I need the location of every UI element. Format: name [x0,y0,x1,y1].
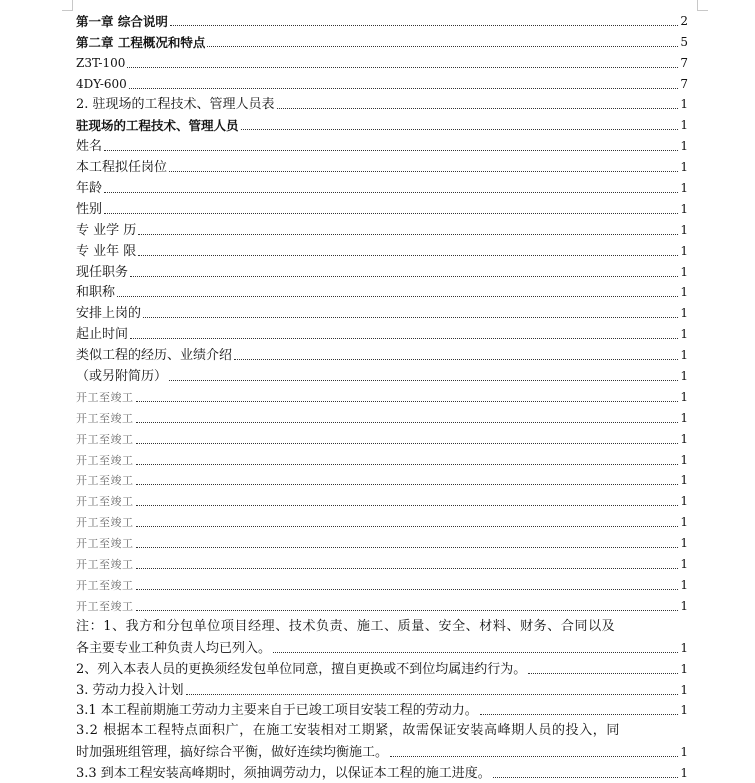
toc-entry-title: 4DY-600 [76,76,127,91]
dot-leader [138,255,678,256]
toc-entry-page: 1 [680,494,688,509]
dot-leader [138,234,678,235]
toc-entry[interactable] [76,73,688,94]
toc-entry-page: 7 [680,76,688,91]
dot-leader [136,526,679,527]
toc-entry-page: 1 [680,703,688,718]
toc-entry-title: 性别 [76,201,103,217]
toc-entry-title: 现任职务 [76,264,129,280]
toc-entry[interactable] [76,52,688,73]
toc-wrapped-line: 3.2 根据本工程特点面积广，在施工安装相对工期紧，故需保证安装高峰期人员的投入，同 [76,723,621,739]
dot-leader [136,464,679,465]
toc-entry-title: 专 业年 限 [76,243,137,259]
toc-entry-title: 开工至竣工 [76,474,134,488]
toc-entry[interactable] [76,658,688,679]
dot-leader [186,694,679,695]
dot-leader [136,443,679,444]
toc-entry-title: 开工至竣工 [76,390,134,404]
toc-entry[interactable] [76,302,688,323]
toc-entry[interactable] [76,574,688,595]
toc-entry[interactable] [76,219,688,240]
dot-leader [130,276,678,277]
toc-entry[interactable] [76,177,688,198]
dot-leader [143,317,678,318]
dot-leader [169,380,678,381]
toc-entry[interactable] [76,261,688,282]
toc-entry-page: 1 [680,745,688,760]
toc-entry-page: 1 [680,766,688,781]
toc-entry-page: 1 [680,389,688,404]
dot-leader [104,150,678,151]
toc-entry[interactable] [76,365,688,386]
toc-wrapped-line: 注：1、我方和分包单位项目经理、技术负责、施工、质量、安全、材料、财务、合同以及 [76,618,616,634]
toc-entry-page: 2 [680,13,688,28]
toc-entry-page: 1 [680,431,688,446]
toc-entry-title: 本工程拟任岗位 [76,160,168,176]
toc-entry[interactable] [76,323,688,344]
toc-entry[interactable] [76,94,688,115]
dot-leader [390,756,678,757]
toc-entry-page: 1 [680,640,688,655]
toc-entry-page: 1 [680,661,688,676]
dot-leader [170,25,679,26]
dot-leader [528,673,678,674]
dot-leader [234,359,678,360]
toc-entry-title: 开工至竣工 [76,411,134,425]
toc-entry[interactable] [76,762,688,783]
toc-entry-page: 1 [680,264,688,279]
dot-leader [207,46,678,47]
toc-entry-title: 开工至竣工 [76,599,134,613]
dot-leader [117,296,678,297]
toc-entry-page: 1 [680,181,688,196]
toc-entry[interactable] [76,344,688,365]
toc-entry[interactable] [76,700,688,721]
toc-entry-title: 2. 驻现场的工程技术、管理人员表 [76,97,275,113]
dot-leader [273,652,678,653]
toc-entry[interactable] [76,31,688,52]
toc-entry-title: 专 业学 历 [76,222,137,238]
toc-entry-page: 1 [680,327,688,342]
toc-entry[interactable] [76,553,688,574]
toc-entry-page: 5 [680,34,688,49]
page-corner-mark-right [697,0,708,11]
page-corner-mark-left [62,0,73,11]
toc-entry-title: 开工至竣工 [76,578,134,592]
dot-leader [136,484,679,485]
table-of-contents [76,10,688,783]
toc-entry[interactable] [76,282,688,303]
dot-leader [129,88,679,89]
toc-entry[interactable] [76,511,688,532]
toc-entry[interactable] [76,156,688,177]
toc-entry-page: 1 [680,160,688,175]
toc-entry-page: 1 [680,410,688,425]
toc-entry-page: 1 [680,118,688,133]
toc-entry[interactable] [76,135,688,156]
toc-entry-page: 1 [680,515,688,530]
dot-leader [136,547,679,548]
toc-entry[interactable] [76,449,688,470]
dot-leader [136,589,679,590]
dot-leader [241,129,679,130]
toc-entry-title: 和职称 [76,285,116,301]
toc-entry[interactable] [76,386,688,407]
toc-entry[interactable] [76,595,688,616]
toc-entry-page: 1 [680,598,688,613]
toc-entry-title: 开工至竣工 [76,453,134,467]
toc-entry[interactable] [76,490,688,511]
dot-leader [130,338,678,339]
toc-entry[interactable] [76,407,688,428]
toc-entry[interactable] [76,198,688,219]
toc-entry-title: 年龄 [76,181,103,197]
dot-leader [480,714,679,715]
toc-entry-page: 1 [680,306,688,321]
toc-entry[interactable] [76,679,688,700]
toc-entry-title: 姓名 [76,139,103,155]
toc-entry-page: 1 [680,97,688,112]
dot-leader [136,610,679,611]
dot-leader [104,213,678,214]
dot-leader [169,171,678,172]
toc-entry-page: 7 [680,55,688,70]
toc-entry-page: 1 [680,557,688,572]
toc-entry-page: 1 [680,473,688,488]
toc-entry-page: 1 [680,348,688,363]
toc-entry-title: 3. 劳动力投入计划 [76,682,184,698]
dot-leader [136,505,679,506]
toc-entry-title: 驻现场的工程技术、管理人员 [76,118,239,134]
toc-entry-title: 起止时间 [76,327,129,343]
toc-entry-title: 开工至竣工 [76,432,134,446]
dot-leader [493,777,679,778]
dot-leader [136,422,679,423]
toc-entry-page: 1 [680,285,688,300]
toc-entry-page: 1 [680,452,688,467]
toc-entry-title: 开工至竣工 [76,516,134,530]
toc-entry-title: 3.1 本工程前期施工劳动力主要来自于已竣工项目安装工程的劳动力。 [76,703,478,719]
toc-entry-page: 1 [680,201,688,216]
toc-entry-title: 开工至竣工 [76,558,134,572]
dot-leader [127,67,678,68]
toc-entry-title: 类似工程的经历、业绩介绍 [76,348,233,364]
toc-entry-title: （或另附简历） [76,369,168,385]
toc-entry-title: 安排上岗的 [76,306,142,322]
toc-entry-title: 第一章 综合说明 [76,13,168,29]
toc-entry-page: 1 [680,139,688,154]
toc-entry[interactable] [76,10,688,31]
toc-entry-page: 1 [680,536,688,551]
toc-entry-title: Z3T-100 [76,55,126,70]
toc-entry[interactable] [76,428,688,449]
toc-entry-page: 1 [680,577,688,592]
toc-entry-page: 1 [680,682,688,697]
toc-entry-title: 各主要专业工种负责人均已列入。 [76,640,272,656]
toc-entry[interactable] [76,470,688,491]
toc-entry[interactable] [76,741,688,762]
toc-entry-title: 时加强班组管理，搞好综合平衡，做好连续均衡施工。 [76,745,389,761]
dot-leader [136,401,679,402]
dot-leader [136,568,679,569]
toc-entry-title: 开工至竣工 [76,495,134,509]
dot-leader [277,108,679,109]
toc-entry-title: 第二章 工程概况和特点 [76,34,206,50]
toc-entry-title: 3.3 到本工程安装高峰期时，须抽调劳动力，以保证本工程的施工进度。 [76,766,491,782]
toc-entry[interactable] [76,637,688,658]
dot-leader [104,192,678,193]
toc-entry[interactable] [76,532,688,553]
toc-entry-page: 1 [680,222,688,237]
toc-entry-title: 2、列入本表人员的更换须经发包单位同意，擅自更换或不到位均属违约行为。 [76,661,527,677]
toc-entry[interactable] [76,114,688,135]
toc-entry-page: 1 [680,369,688,384]
toc-entry[interactable] [76,240,688,261]
toc-entry-title: 开工至竣工 [76,537,134,551]
toc-entry-page: 1 [680,243,688,258]
